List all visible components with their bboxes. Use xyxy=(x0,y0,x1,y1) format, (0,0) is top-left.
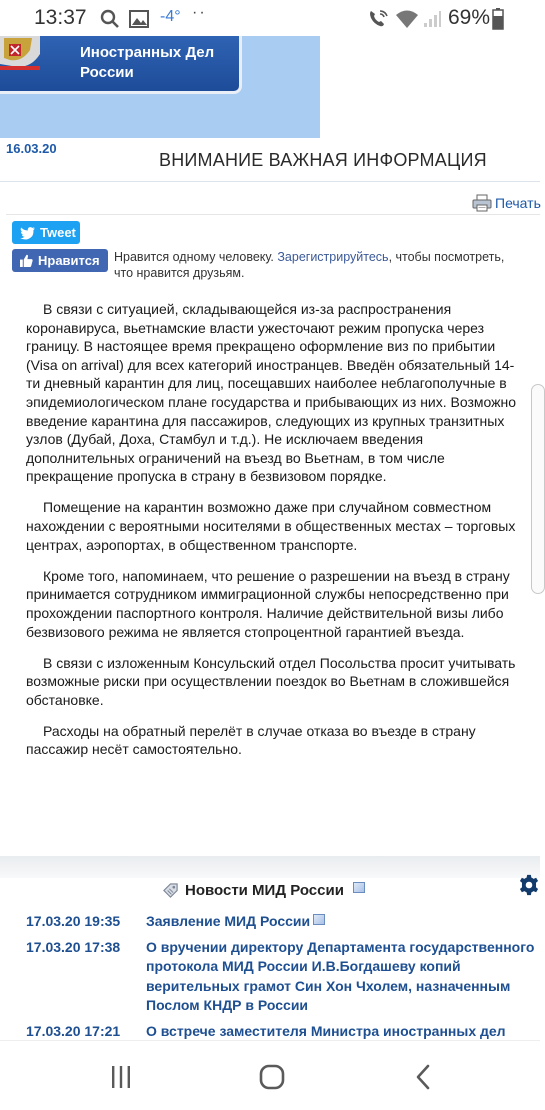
print-divider xyxy=(6,214,540,215)
like-info xyxy=(114,249,534,280)
printer-icon xyxy=(472,194,492,212)
thumbs-up-icon xyxy=(20,254,33,267)
home-icon[interactable] xyxy=(258,1063,286,1091)
status-temperature: -4° xyxy=(160,8,181,25)
signal-icon xyxy=(422,10,442,28)
banner-line-1: Иностранных Дел xyxy=(80,44,215,61)
news-title-text: О встрече заместителя Министра иностранных дел xyxy=(146,1022,506,1039)
like-text-after: , чтобы посмотреть, xyxy=(388,250,505,264)
news-item[interactable] xyxy=(26,912,540,932)
news-item[interactable] xyxy=(26,938,540,1016)
battery-icon xyxy=(492,8,504,30)
status-bar xyxy=(0,0,540,36)
external-link-icon xyxy=(353,882,365,893)
tweet-label: Tweet xyxy=(40,225,76,240)
news-title[interactable] xyxy=(146,912,540,932)
status-dots: ·· xyxy=(192,4,207,21)
header-right-area xyxy=(320,36,540,138)
recent-apps-icon[interactable] xyxy=(107,1063,135,1091)
tweet-button[interactable] xyxy=(12,221,80,244)
wifi-call-icon xyxy=(367,9,389,29)
search-icon xyxy=(100,9,120,29)
news-date: 17.03.20 19:35 xyxy=(26,913,121,929)
article-paragraph: В связи с ситуацией, складывающейся из-за распространения коронавируса, вьетнамские власти ужесточают режим пропуска через границу. В настоящее время прекращено оформление виз по прибытии (Visa on arrival) для всех категорий иностранцев. Введён обязательный 14-ти дневный карантин для лиц, посещавших наиболее неблагополучные в эпидемиологическом плане государства и прибывающих из них. Возможно введение карантина для пассажиров, следующих из крупных транзитных узлов (Дубай, Доха, Стамбул и т.д.). Не исключаем введения дополнительных ограничений на въезд во Вьетнам, в том числе прекращение пропуска в страну в безвизовом порядке. xyxy=(26,301,517,485)
side-scroll-handle[interactable] xyxy=(531,384,545,594)
news-list xyxy=(26,912,540,1047)
news-section-header[interactable] xyxy=(162,882,365,899)
external-link-icon xyxy=(313,914,325,925)
status-time: 13:37 xyxy=(34,6,87,29)
like-text-line2: что нравится друзьям. xyxy=(114,266,245,280)
news-item[interactable] xyxy=(26,1022,540,1042)
system-navigation-bar xyxy=(0,1040,540,1110)
twitter-bird-icon xyxy=(20,227,35,239)
wifi-icon xyxy=(395,9,419,29)
news-separator xyxy=(0,856,540,878)
image-icon xyxy=(129,10,149,28)
news-title-text: Заявление МИД России xyxy=(146,913,311,929)
article-paragraph: В связи с изложенным Консульский отдел Посольства просит учитывать возможные риски при осуществлении поездок во Вьетнам в сложившейся обстановке. xyxy=(26,654,516,708)
article-paragraph: Помещение на карантин возможно даже при случайном совместном нахождении с вероятными носителями в общественных местах – торговых центрах, аэропортах, в общественном транспорте. xyxy=(26,499,516,553)
battery-percent: 69% xyxy=(448,6,491,29)
news-tag-icon xyxy=(162,882,179,899)
article-paragraph: Кроме того, напоминаем, что решение о разрешении на въезд в страну принимается сотрудником иммиграционной службы непосредственно при прохождении паспортного контроля. Наличие действительной визы либо безвизового режима не является стопроцентной гарантией въезда. xyxy=(26,567,510,640)
news-title-text: О вручении директору Департамента государственного протокола МИД России И.В.Богдашеву копий верительных грамот Син Хон Чхолем, назначенным Послом КНДР в России xyxy=(146,938,535,1013)
news-title[interactable] xyxy=(146,1022,540,1042)
news-date: 17.03.20 17:38 xyxy=(26,938,121,955)
print-label: Печать xyxy=(495,195,541,211)
like-text-before: Нравится одному человеку. xyxy=(114,250,278,264)
publication-date: 16.03.20 xyxy=(6,141,57,156)
news-section-title: Новости МИД России xyxy=(185,882,344,899)
news-title[interactable] xyxy=(146,938,540,1016)
print-link[interactable] xyxy=(472,194,541,212)
article-paragraph: Расходы на обратный перелёт в случае отказа во въезде в страну пассажир несёт самостоятельно. xyxy=(26,722,476,758)
like-button[interactable] xyxy=(12,249,108,272)
register-link[interactable]: Зарегистрируйтесь xyxy=(277,250,389,264)
article-body xyxy=(26,300,522,772)
site-banner[interactable] xyxy=(0,36,242,94)
article-title: ВНИМАНИЕ ВАЖНАЯ ИНФОРМАЦИЯ xyxy=(159,150,487,170)
like-label: Нравится xyxy=(38,253,100,268)
news-date: 17.03.20 17:21 xyxy=(26,1022,121,1039)
emblem-icon xyxy=(0,36,40,70)
banner-line-2: России xyxy=(80,64,134,81)
title-divider xyxy=(0,181,540,182)
back-icon[interactable] xyxy=(410,1063,438,1091)
gear-icon[interactable] xyxy=(518,874,540,896)
